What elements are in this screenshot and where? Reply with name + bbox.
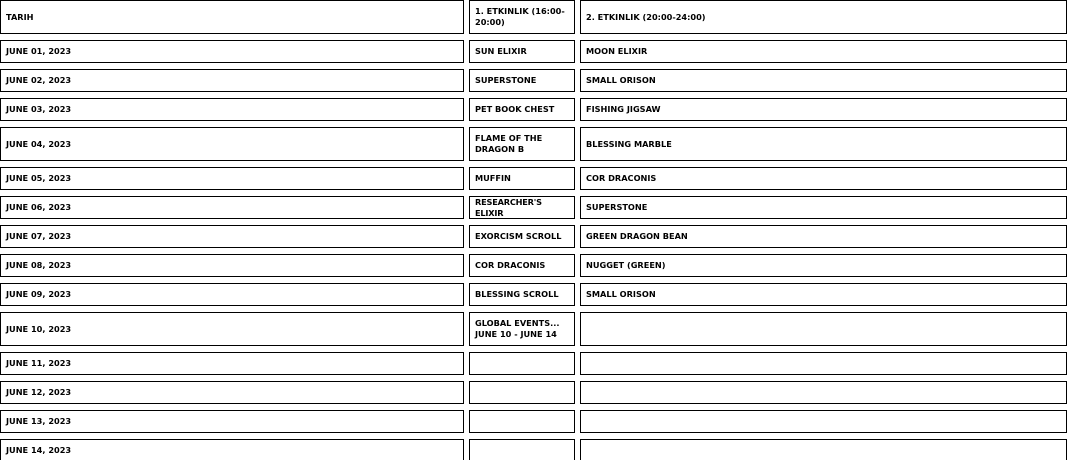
table-row xyxy=(0,98,1067,121)
table-row xyxy=(0,381,1067,404)
table-row xyxy=(0,283,1067,306)
event-1-cell: SUN ELIXIR xyxy=(469,40,575,63)
date-cell: JUNE 13, 2023 xyxy=(0,410,464,433)
event-2-cell xyxy=(580,381,1067,404)
date-cell: JUNE 06, 2023 xyxy=(0,196,464,219)
event-2-cell xyxy=(580,352,1067,375)
date-cell: JUNE 11, 2023 xyxy=(0,352,464,375)
event-2-cell: BLESSING MARBLE xyxy=(580,127,1067,161)
date-cell: JUNE 10, 2023 xyxy=(0,312,464,346)
date-cell: JUNE 14, 2023 xyxy=(0,439,464,460)
event-2-cell: GREEN DRAGON BEAN xyxy=(580,225,1067,248)
event-2-cell: SUPERSTONE xyxy=(580,196,1067,219)
event-2-cell: FISHING JIGSAW xyxy=(580,98,1067,121)
event-2-cell: SMALL ORISON xyxy=(580,283,1067,306)
event-1-cell: RESEARCHER'S ELIXIR xyxy=(469,196,575,219)
table-row xyxy=(0,439,1067,460)
event-1-cell: PET BOOK CHEST xyxy=(469,98,575,121)
event-2-cell xyxy=(580,439,1067,460)
table-row xyxy=(0,312,1067,346)
event-2-cell xyxy=(580,312,1067,346)
date-cell: JUNE 03, 2023 xyxy=(0,98,464,121)
date-cell: JUNE 04, 2023 xyxy=(0,127,464,161)
event-1-cell: GLOBAL EVENTS... JUNE 10 - JUNE 14 xyxy=(469,312,575,346)
table-row xyxy=(0,167,1067,190)
event-1-cell: MUFFIN xyxy=(469,167,575,190)
event-1-cell: FLAME OF THE DRAGON B xyxy=(469,127,575,161)
table-row xyxy=(0,127,1067,161)
date-cell: JUNE 12, 2023 xyxy=(0,381,464,404)
date-cell: JUNE 08, 2023 xyxy=(0,254,464,277)
event-2-cell: COR DRACONIS xyxy=(580,167,1067,190)
event-1-cell: COR DRACONIS xyxy=(469,254,575,277)
table-row xyxy=(0,225,1067,248)
event-1-cell: BLESSING SCROLL xyxy=(469,283,575,306)
event-1-cell xyxy=(469,381,575,404)
date-cell: JUNE 07, 2023 xyxy=(0,225,464,248)
date-cell: JUNE 05, 2023 xyxy=(0,167,464,190)
event-2-cell: SMALL ORISON xyxy=(580,69,1067,92)
table-row xyxy=(0,69,1067,92)
table-row xyxy=(0,196,1067,219)
event-1-cell xyxy=(469,352,575,375)
table-row xyxy=(0,40,1067,63)
date-cell: JUNE 09, 2023 xyxy=(0,283,464,306)
table-row xyxy=(0,410,1067,433)
header-date: TARIH xyxy=(0,0,464,34)
event-2-cell xyxy=(580,410,1067,433)
table-row xyxy=(0,254,1067,277)
event-1-cell xyxy=(469,410,575,433)
header-event-1: 1. ETKINLIK (16:00-20:00) xyxy=(469,0,575,34)
header-event-2: 2. ETKINLIK (20:00-24:00) xyxy=(580,0,1067,34)
event-2-cell: MOON ELIXIR xyxy=(580,40,1067,63)
event-1-cell: EXORCISM SCROLL xyxy=(469,225,575,248)
date-cell: JUNE 01, 2023 xyxy=(0,40,464,63)
event-1-cell: SUPERSTONE xyxy=(469,69,575,92)
table-header-row xyxy=(0,0,1067,34)
event-2-cell: NUGGET (GREEN) xyxy=(580,254,1067,277)
table-row xyxy=(0,352,1067,375)
event-1-cell xyxy=(469,439,575,460)
date-cell: JUNE 02, 2023 xyxy=(0,69,464,92)
